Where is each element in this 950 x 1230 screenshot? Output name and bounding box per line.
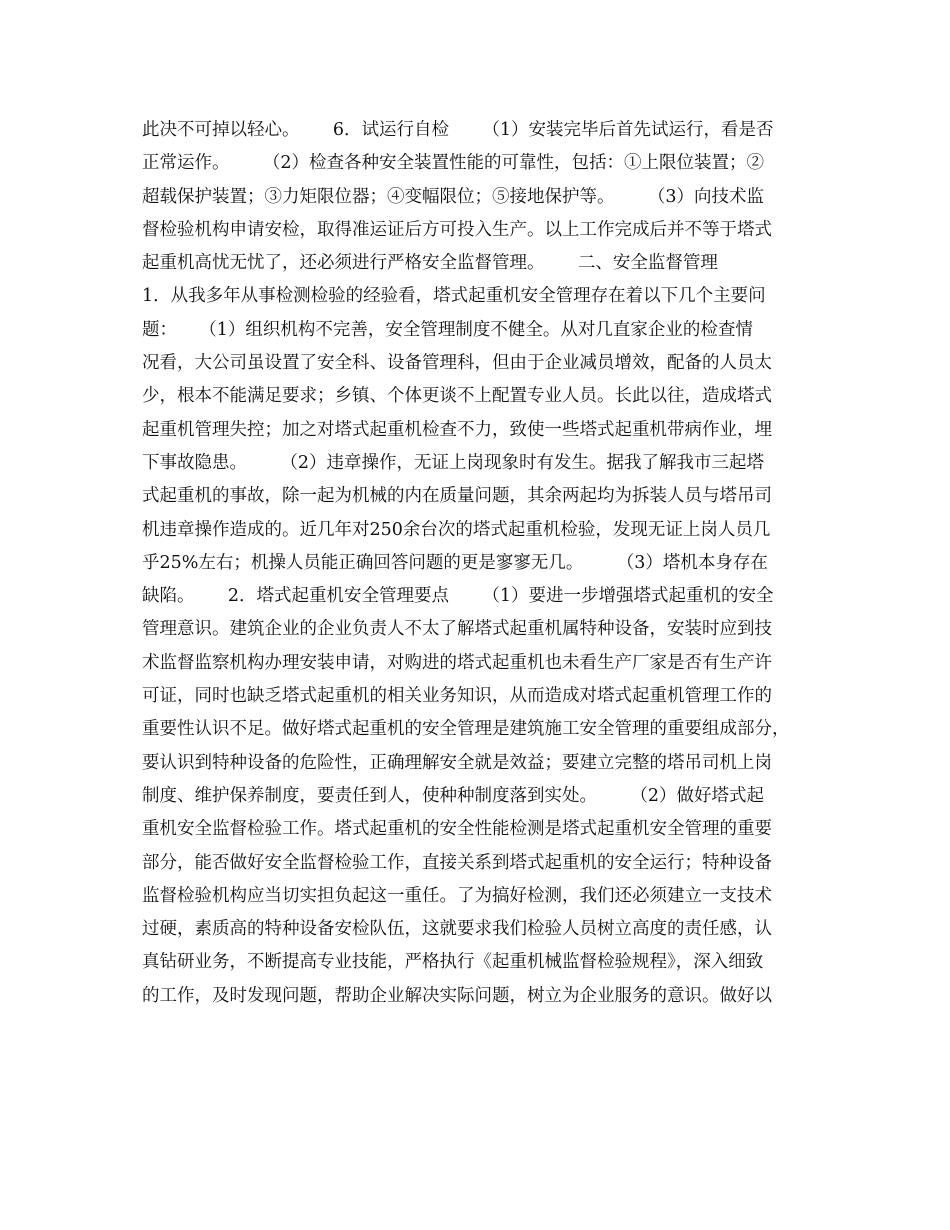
text-line: 过硬，素质高的特种设备安检队伍，这就要求我们检验人员树立高度的责任感，认 (142, 919, 772, 940)
text-line: 要认识到特种设备的危险性，正确理解安全就是效益；要建立完整的塔吊司机上岗 (142, 752, 772, 773)
text-line: 少，根本不能满足要求；乡镇、个体更谈不上配置专业人员。长此以往，造成塔式 (142, 386, 772, 407)
text-line: 可证，同时也缺乏塔式起重机的相关业务知识，从而造成对塔式起重机管理工作的 (142, 686, 772, 707)
text-line: 此决不可掉以轻心。 6．试运行自检 （1）安装完毕后首先试运行，看是否 (142, 120, 774, 140)
text-line: 下事故隐患。 （2）违章操作，无证上岗现象时有发生。据我了解我市三起塔 (142, 452, 765, 473)
text-line: 超载保护装置；③力矩限位器；④变幅限位；⑤接地保护等。 （3）向技术监 (142, 186, 765, 207)
text-line: 题： （1）组织机构不完善，安全管理制度不健全。从对几直家企业的检查情 (142, 319, 753, 340)
text-line: 重要性认识不足。做好塔式起重机的安全管理是建筑施工安全管理的重要组成部分， (142, 719, 790, 740)
text-line: 1．从我多年从事检测检验的经验看，塔式起重机安全管理存在着以下几个主要问 (142, 286, 766, 307)
text-line: 起重机管理失控；加之对塔式起重机检查不力，致使一些塔式起重机带病作业，埋 (142, 419, 772, 440)
text-line: 真钻研业务，不断提高专业技能，严格执行《起重机械监督检验规程》，深入细致 (142, 952, 764, 973)
text-line: 重机安全监督检验工作。塔式起重机的安全性能检测是塔式起重机安全管理的重要 (142, 819, 772, 840)
text-line: 缺陷。 2．塔式起重机安全管理要点 （1）要进一步增强塔式起重机的安全 (142, 586, 774, 607)
text-line: 正常运作。 （2）检查各种安全装置性能的可靠性，包括：①上限位装置；② (142, 153, 765, 174)
text-line: 式起重机的事故，除一起为机械的内在质量问题，其余两起均为拆装人员与塔吊司 (142, 486, 772, 507)
text-line: 机违章操作造成的。近几年对250余台次的塔式起重机检验，发现无证上岗人员几 (142, 519, 771, 540)
text-line: 乎25%左右；机操人员能正确回答问题的更是寥寥无几。 （3）塔机本身存在 (142, 552, 768, 573)
text-line: 起重机高忧无忧了，还必须进行严格安全监督管理。 二、安全监督管理 (142, 253, 718, 274)
text-line: 部分，能否做好安全监督检验工作，直接关系到塔式起重机的安全运行；特种设备 (142, 852, 772, 873)
text-line: 督检验机构申请安检，取得准运证后方可投入生产。以上工作完成后并不等于塔式 (142, 219, 772, 240)
text-line: 的工作，及时发现问题，帮助企业解决实际问题，树立为企业服务的意识。做好以 (142, 985, 772, 1006)
text-line: 监督检验机构应当切实担负起这一重任。了为搞好检测，我们还必须建立一支技术 (142, 885, 772, 906)
text-line: 制度、维护保养制度，要责任到人，使种种制度落到实处。 （2）做好塔式起 (142, 785, 765, 806)
document-body-text (142, 114, 822, 1013)
text-line: 管理意识。建筑企业的企业负责人不太了解塔式起重机属特种设备，安装时应到技 (142, 619, 772, 640)
text-line: 况看，大公司虽设置了安全科、设备管理科，但由于企业减员增效，配备的人员太 (142, 353, 772, 374)
text-line: 术监督监察机构办理安装申请，对购进的塔式起重机也未看生产厂家是否有生产许 (142, 652, 772, 673)
